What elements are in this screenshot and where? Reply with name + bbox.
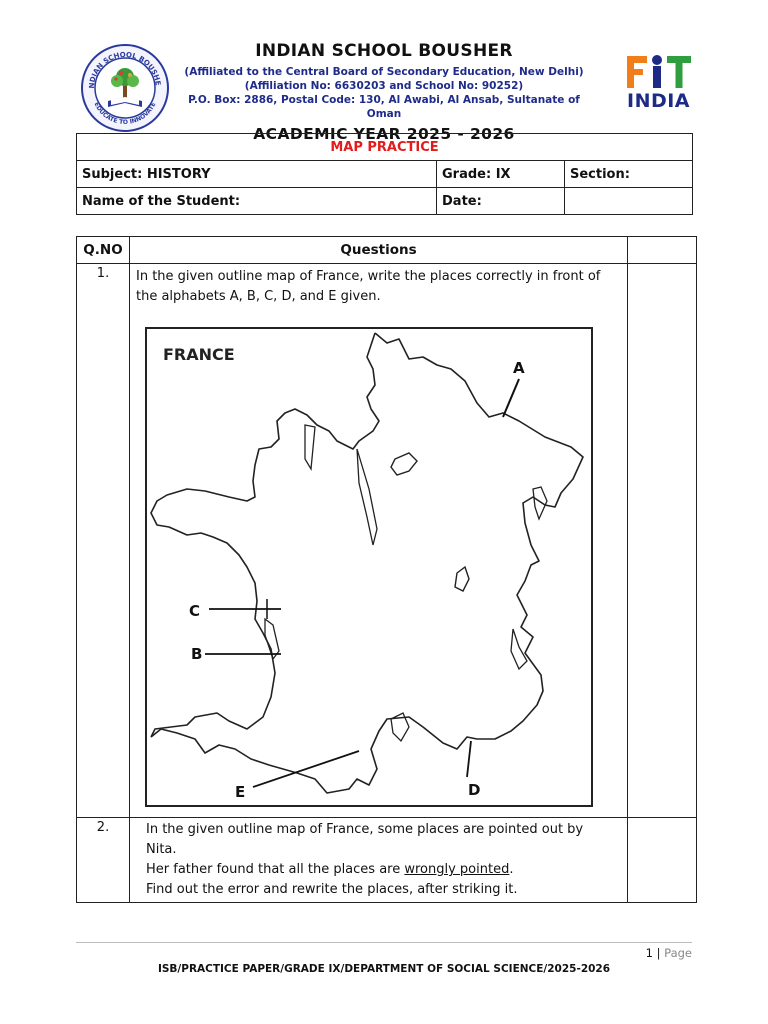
- map-label-b: B: [191, 645, 203, 663]
- empty-cell: [565, 188, 693, 215]
- fit-india-logo: [625, 52, 705, 116]
- footer-divider: [76, 942, 692, 943]
- date-cell[interactable]: Date:: [437, 188, 565, 215]
- marks-cell: [628, 818, 697, 903]
- question-2-line-3: Find out the error and rewrite the places, after striking it.: [146, 882, 518, 897]
- grade-cell: Grade: IX: [437, 161, 565, 188]
- map-label-c: C: [189, 602, 201, 620]
- question-number: 2.: [77, 818, 130, 903]
- student-info-table: [76, 133, 693, 215]
- map-label-d: D: [468, 781, 481, 799]
- question-text: In the given outline map of France, write the places correctly in front of the alphabets A, B, C, D, and E given.: [136, 269, 601, 304]
- fit-india-text: INDIA: [627, 90, 691, 112]
- affiliation-line-2: (Affiliation No: 6630203 and School No: 90252): [244, 80, 524, 92]
- question-2-line-1: In the given outline map of France, some places are pointed out by Nita.: [146, 822, 584, 857]
- subject-cell: Subject: HISTORY: [77, 161, 437, 188]
- marks-header: [628, 237, 697, 264]
- question-number: 1.: [77, 264, 130, 818]
- questions-table: [76, 236, 697, 903]
- france-outline-map: [145, 327, 593, 807]
- question-row-1: [77, 264, 697, 818]
- page-header: [170, 40, 598, 143]
- marks-cell: [628, 264, 697, 818]
- underlined-text: wrongly pointed: [404, 862, 510, 877]
- map-label-e: E: [235, 783, 246, 801]
- question-row-2: [77, 818, 697, 903]
- map-label-a: A: [513, 359, 525, 377]
- school-name: INDIAN SCHOOL BOUSHER: [255, 41, 513, 61]
- academic-year: ACADEMIC YEAR 2025 - 2026: [253, 125, 515, 143]
- page-number: 1 | Page: [645, 946, 692, 960]
- section-cell[interactable]: Section:: [565, 161, 693, 188]
- school-address: P.O. Box: 2886, Postal Code: 130, Al Awabi, Al Ansab, Sultanate of Oman: [188, 94, 580, 120]
- france-outline: [151, 333, 583, 793]
- student-name-cell[interactable]: Name of the Student:: [77, 188, 437, 215]
- footer-text: ISB/PRACTICE PAPER/GRADE IX/DEPARTMENT OF SOCIAL SCIENCE/2025-2026: [157, 963, 611, 975]
- school-logo: [80, 43, 170, 133]
- map-practice-title: MAP PRACTICE: [77, 134, 693, 161]
- question-2-line-2: Her father found that all the places are wrongly pointed.: [146, 862, 514, 877]
- questions-header: Questions: [130, 237, 628, 264]
- map-title: FRANCE: [163, 345, 235, 364]
- logo-text-bottom: EDUCATE TO INNOVATE: [92, 101, 158, 127]
- affiliation-line-1: (Affiliated to the Central Board of Secondary Education, New Delhi): [184, 66, 584, 78]
- qno-header: Q.NO: [77, 237, 130, 264]
- logo-text-top: NDIAN SCHOOL BOUSHE: [87, 50, 162, 89]
